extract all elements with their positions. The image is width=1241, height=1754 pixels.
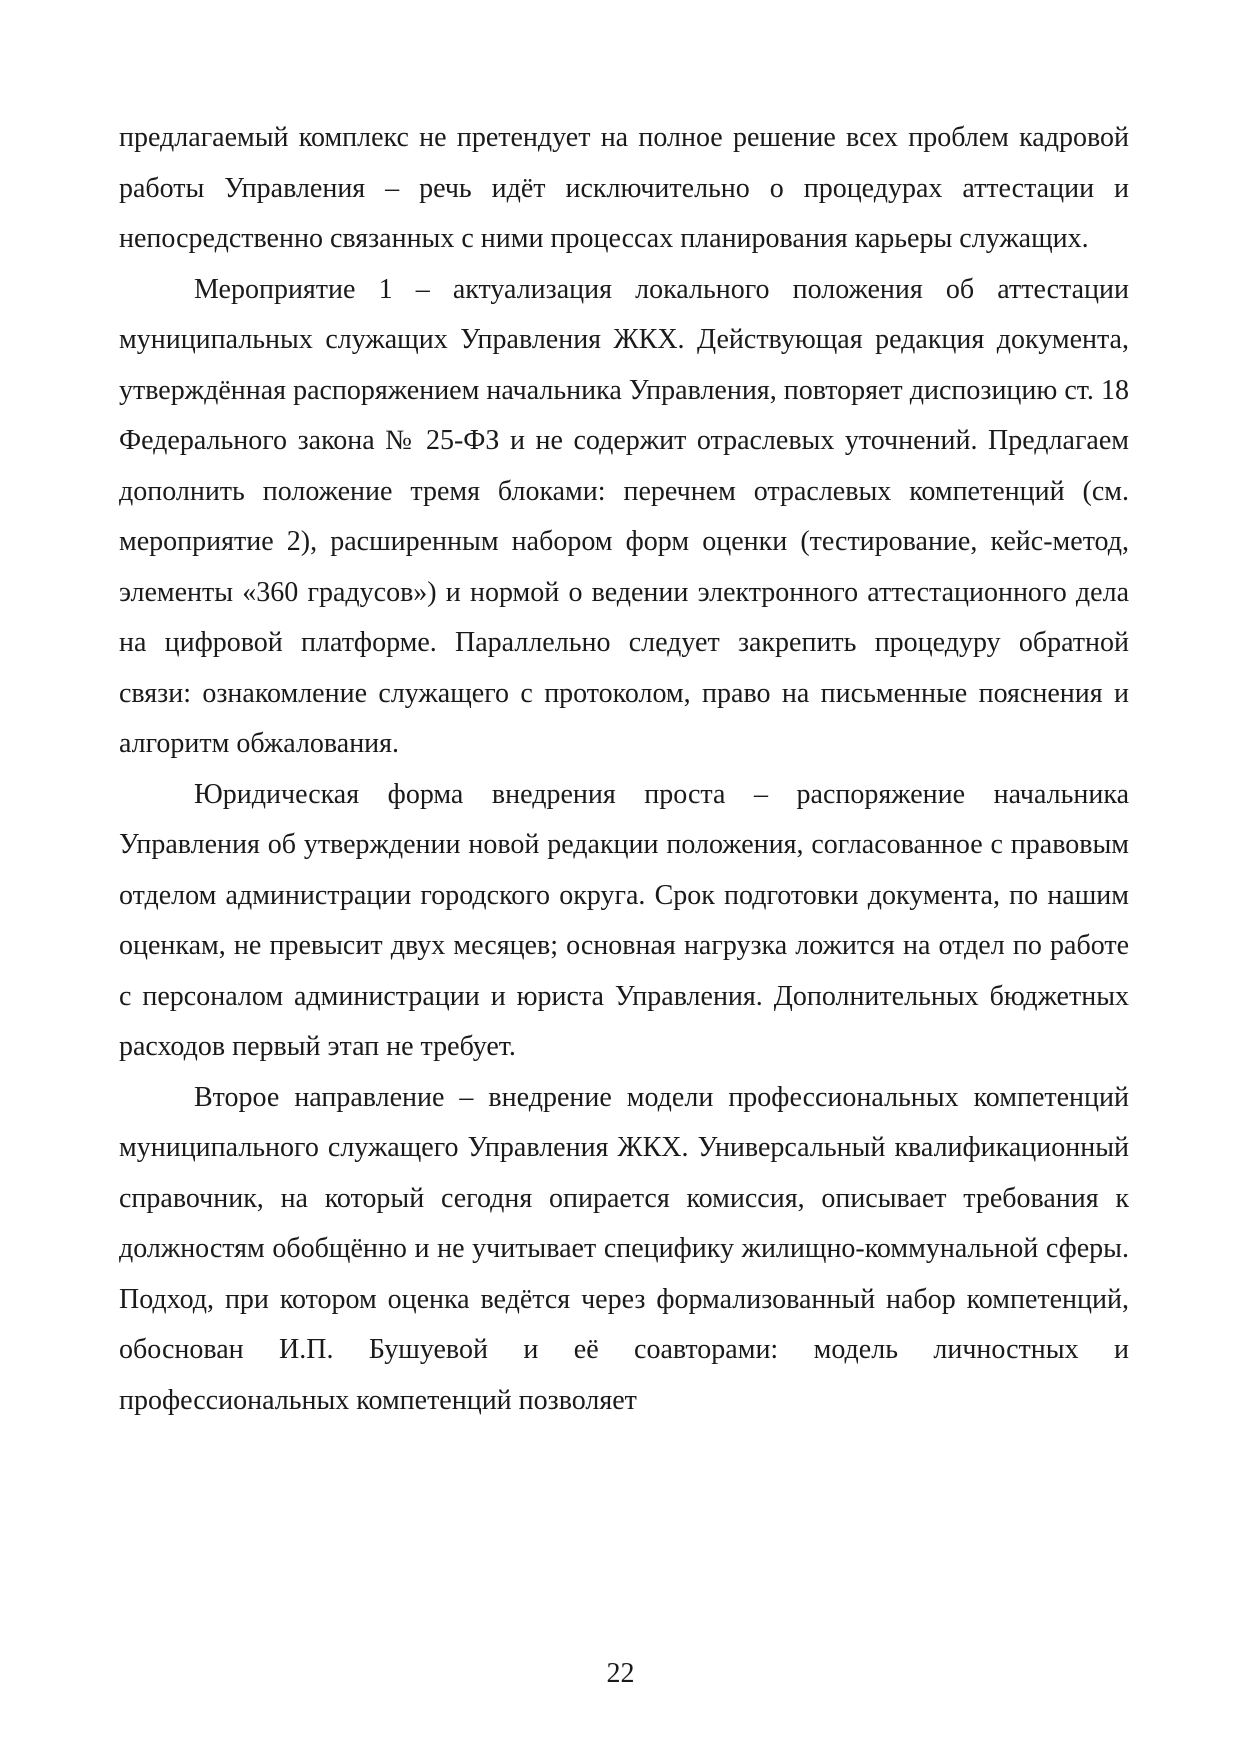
paragraph-legal-form: Юридическая форма внедрения проста – распоряжение начальника Управления об утверждении новой редакции положения, согласованное с правовым отделом администрации городского округа. Срок подготовки документа, по нашим оценкам, не превысит двух месяцев; основная нагрузка ложится на отдел по работе с персоналом администрации и юриста Управления. Дополнительных бюджетных расходов первый этап не требует. (119, 778, 1129, 1062)
body-text (119, 113, 1129, 1426)
paragraph-second-direction: Второе направление – внедрение модели профессиональных компетенций муниципального служащего Управления ЖКХ. Универсальный квалификационный справочник, на который сегодня опирается комиссия, описывает требования к должностям обобщённо и не учитывает специфику жилищно-коммунальной сферы. Подход, при котором оценка ведётся через формализованный набор компетенций, обоснован И.П. Бушуевой и её соавторами: модель личностных и профессиональных компетенций позволяет (119, 1081, 1129, 1416)
page-number: 22 (606, 1658, 635, 1689)
paragraph-continuation: предлагаемый комплекс не претендует на полное решение всех проблем кадровой работы Управления – речь идёт исключительно о процедурах аттестации и непосредственно связанных с ними процессах планирования карьеры служащих. (119, 122, 1129, 254)
paragraph-event-1: Мероприятие 1 – актуализация локального положения об аттестации муниципальных служащих Управления ЖКХ. Действующая редакция документа, утверждённая распоряжением начальника Управления, повторяет диспозицию ст. 18 Федерального закона № 25-ФЗ и не содержит отраслевых уточнений. Предлагаем дополнить положение тремя блоками: перечнем отраслевых компетенций (см. мероприятие 2), расширенным набором форм оценки (тестирование, кейс-метод, элементы «360 градусов») и нормой о ведении электронного аттестационного дела на цифровой платформе. Параллельно следует закрепить процедуру обратной связи: ознакомление служащего с протоколом, право на письменные пояснения и алгоритм обжалования. (119, 273, 1129, 759)
